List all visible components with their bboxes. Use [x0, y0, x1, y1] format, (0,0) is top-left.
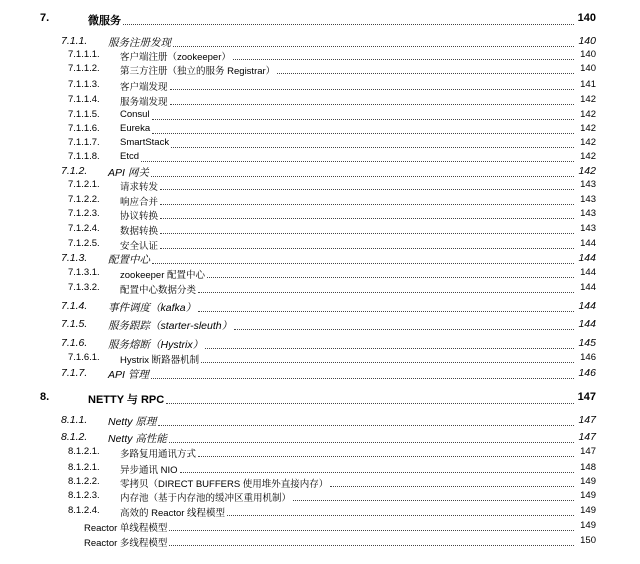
toc-entry-number: 8.1.1. — [61, 414, 88, 426]
toc-entry-number: 7. — [40, 12, 50, 24]
toc-page-number: 140 — [577, 12, 596, 24]
toc-entry-title: 多路复用通讯方式 — [120, 449, 197, 460]
toc-entry-title: 异步通讯 NIO — [120, 465, 178, 476]
toc-entry-title: 配置中心数据分类 — [120, 285, 197, 296]
toc-dot-leader — [198, 292, 574, 293]
toc-entry-number: 8.1.2.1. — [68, 462, 100, 473]
toc-entry[interactable] — [0, 446, 640, 458]
toc-page-number: 142 — [580, 151, 596, 162]
toc-entry-number: 7.1.1.8. — [68, 151, 100, 162]
toc-dot-leader — [160, 248, 574, 249]
toc-entry-number: 7.1.2.5. — [68, 238, 100, 249]
toc-page-number: 149 — [580, 476, 596, 487]
toc-entry-title: 协议转换 — [120, 211, 159, 222]
toc-entry-title: Netty 高性能 — [108, 433, 167, 445]
toc-entry-title: 安全认证 — [120, 241, 159, 252]
toc-entry-number: 7.1.1.6. — [68, 123, 100, 134]
toc-page-number: 143 — [580, 179, 596, 190]
toc-dot-leader — [169, 442, 574, 443]
toc-dot-leader — [170, 104, 574, 105]
toc-page-number: 149 — [580, 505, 596, 516]
toc-entry[interactable] — [0, 94, 640, 106]
toc-entry[interactable] — [0, 505, 640, 517]
toc-entry[interactable] — [0, 414, 640, 427]
toc-entry[interactable] — [0, 252, 640, 265]
toc-page-number: 145 — [578, 337, 596, 349]
toc-page-number: 147 — [577, 391, 596, 403]
toc-entry[interactable] — [0, 367, 640, 380]
toc-dot-leader — [123, 24, 574, 25]
toc-entry-number: 7.1.1.2. — [68, 63, 100, 74]
toc-entry-title: 数据转换 — [120, 226, 159, 237]
toc-dot-leader — [169, 530, 574, 531]
toc-page-number: 143 — [580, 194, 596, 205]
toc-entry-number: 7.1.7. — [61, 367, 88, 379]
toc-entry-title: zookeeper 配置中心 — [120, 270, 206, 281]
toc-dot-leader — [152, 119, 574, 120]
toc-entry-number: 7.1.3. — [61, 252, 88, 264]
toc-dot-leader — [173, 46, 574, 47]
toc-dot-leader — [198, 311, 574, 312]
toc-page-number: 147 — [578, 414, 596, 426]
toc-entry[interactable] — [0, 267, 640, 279]
toc-entry-title: Netty 原理 — [108, 416, 157, 428]
toc-entry[interactable] — [0, 63, 640, 75]
toc-entry-number: 8.1.2.3. — [68, 490, 100, 501]
toc-dot-leader — [171, 147, 574, 148]
toc-entry-title: 客户端注册（zookeeper） — [120, 52, 231, 63]
toc-page-number: 140 — [580, 49, 596, 60]
toc-dot-leader — [180, 472, 574, 473]
toc-entry-number: 7.1.1.3. — [68, 79, 100, 90]
toc-entry-title: 事件调度（kafka） — [108, 302, 197, 314]
toc-entry-title: Etcd — [120, 151, 140, 162]
toc-entry-title: 微服务 — [88, 15, 121, 27]
toc-page-number: 149 — [580, 520, 596, 531]
toc-page-number: 144 — [580, 282, 596, 293]
toc-dot-leader — [160, 204, 574, 205]
toc-page-number: 142 — [580, 94, 596, 105]
toc-entry[interactable] — [0, 194, 640, 206]
toc-entry[interactable] — [0, 12, 640, 26]
toc-entry[interactable] — [0, 300, 640, 313]
toc-page-number: 147 — [578, 431, 596, 443]
toc-entry-number: 8.1.2.2. — [68, 476, 100, 487]
toc-entry-title: 高效的 Reactor 线程模型 — [120, 508, 226, 519]
toc-page-number: 143 — [580, 223, 596, 234]
toc-dot-leader — [201, 362, 574, 363]
toc-entry-title: 第三方注册（独立的服务 Registrar） — [120, 66, 276, 77]
toc-entry[interactable] — [0, 238, 640, 250]
toc-entry[interactable] — [0, 318, 640, 331]
toc-entry-title: Reactor 单线程模型 — [84, 523, 168, 534]
toc-entry-number: 7.1.2.4. — [68, 223, 100, 234]
toc-dot-leader — [277, 73, 574, 74]
toc-entry-title: Consul — [120, 109, 150, 120]
toc-entry-number: 7.1.2. — [61, 165, 88, 177]
toc-dot-leader — [141, 161, 574, 162]
toc-entry-number: 8.1.2.4. — [68, 505, 100, 516]
toc-dot-leader — [166, 403, 574, 404]
toc-entry[interactable] — [0, 282, 640, 294]
toc-entry-number: 7.1.6. — [61, 337, 88, 349]
toc-entry-number: 8. — [40, 391, 50, 403]
toc-entry-number: 7.1.1. — [61, 35, 88, 47]
toc-dot-leader — [152, 133, 574, 134]
toc-page-number: 140 — [580, 63, 596, 74]
toc-entry[interactable] — [0, 462, 640, 474]
toc-page-number: 143 — [580, 208, 596, 219]
toc-entry[interactable] — [0, 431, 640, 444]
toc-entry[interactable] — [0, 49, 640, 61]
toc-entry[interactable] — [0, 179, 640, 191]
toc-entry[interactable] — [0, 337, 640, 350]
toc-dot-leader — [170, 89, 574, 90]
toc-dot-leader — [233, 59, 574, 60]
toc-entry-number: 7.1.6.1. — [68, 352, 100, 363]
toc-dot-leader — [152, 263, 574, 264]
toc-page-number: 141 — [580, 79, 596, 90]
toc-entry-number: 7.1.3.1. — [68, 267, 100, 278]
toc-entry[interactable] — [0, 109, 640, 121]
toc-entry-number: 7.1.5. — [61, 318, 88, 330]
toc-entry[interactable] — [0, 123, 640, 135]
toc-dot-leader — [207, 277, 574, 278]
toc-entry-title: API 管理 — [108, 369, 149, 381]
toc-entry[interactable] — [0, 79, 640, 91]
toc-entry[interactable] — [0, 352, 640, 364]
toc-page-number: 148 — [580, 462, 596, 473]
toc-entry[interactable] — [0, 223, 640, 235]
toc-dot-leader — [151, 378, 574, 379]
toc-entry-number: 7.1.2.1. — [68, 179, 100, 190]
toc-entry[interactable] — [0, 35, 640, 48]
toc-entry[interactable] — [0, 137, 640, 149]
toc-entry-title: 零拷贝（DIRECT BUFFERS 使用堆外直接内存） — [120, 479, 329, 490]
toc-dot-leader — [151, 176, 574, 177]
toc-page-number: 142 — [580, 109, 596, 120]
toc-entry-number: 7.1.2.2. — [68, 194, 100, 205]
toc-entry-number: 8.1.2. — [61, 431, 88, 443]
toc-entry-number: 7.1.3.2. — [68, 282, 100, 293]
toc-entry-number: 7.1.1.1. — [68, 49, 100, 60]
toc-page-number: 150 — [580, 535, 596, 546]
toc-entry[interactable] — [0, 520, 640, 532]
toc-page-number: 146 — [580, 352, 596, 363]
toc-dot-leader — [198, 456, 574, 457]
toc-dot-leader — [234, 329, 574, 330]
toc-entry-title: 客户端发现 — [120, 82, 168, 93]
toc-entry-number: 7.1.1.4. — [68, 94, 100, 105]
toc-entry[interactable] — [0, 151, 640, 163]
toc-page-number: 144 — [578, 300, 596, 312]
toc-entry-title: 服务熔断（Hystrix） — [108, 339, 204, 351]
toc-entry-title: NETTY 与 RPC — [88, 394, 165, 406]
toc-entry-title: 服务端发现 — [120, 97, 168, 108]
toc-page-number: 149 — [580, 490, 596, 501]
toc-page-number: 142 — [578, 165, 596, 177]
toc-entry-number: 7.1.1.7. — [68, 137, 100, 148]
toc-dot-leader — [160, 218, 574, 219]
toc-page-number: 144 — [580, 238, 596, 249]
toc-entry-title: SmartStack — [120, 137, 170, 148]
toc-entry-number: 7.1.2.3. — [68, 208, 100, 219]
toc-entry-title: 配置中心 — [108, 254, 150, 266]
toc-dot-leader — [293, 500, 574, 501]
toc-entry[interactable] — [0, 490, 640, 502]
toc-entry-number: 7.1.4. — [61, 300, 88, 312]
toc-page-number: 140 — [578, 35, 596, 47]
toc-entry-title: 请求转发 — [120, 182, 159, 193]
toc-dot-leader — [158, 425, 574, 426]
toc-entry-title: Eureka — [120, 123, 151, 134]
toc-entry[interactable] — [0, 476, 640, 488]
toc-page-number: 144 — [580, 267, 596, 278]
toc-entry-number: 7.1.1.5. — [68, 109, 100, 120]
toc-page-number: 142 — [580, 137, 596, 148]
toc-entry[interactable] — [0, 535, 640, 547]
toc-page-number: 146 — [578, 367, 596, 379]
toc-entry-title: Reactor 多线程模型 — [84, 538, 168, 549]
toc-entry[interactable] — [0, 165, 640, 178]
toc-dot-leader — [205, 348, 574, 349]
toc-entry-number: 8.1.2.1. — [68, 446, 100, 457]
toc-page-number: 144 — [578, 318, 596, 330]
toc-page-number: 144 — [578, 252, 596, 264]
toc-entry-title: API 网关 — [108, 167, 149, 179]
toc-dot-leader — [160, 189, 574, 190]
toc-entry[interactable] — [0, 391, 640, 405]
toc-dot-leader — [227, 515, 574, 516]
toc-entry[interactable] — [0, 208, 640, 220]
toc-entry-title: 服务跟踪（starter-sleuth） — [108, 320, 233, 332]
toc-entry-title: 内存池（基于内存池的缓冲区重用机制） — [120, 493, 292, 504]
toc-entry-title: Hystrix 断路器机制 — [120, 355, 200, 366]
toc-page-number: 142 — [580, 123, 596, 134]
toc-dot-leader — [169, 545, 574, 546]
toc-dot-leader — [330, 486, 574, 487]
toc-page-number: 147 — [580, 446, 596, 457]
toc-dot-leader — [160, 233, 574, 234]
toc-entry-title: 服务注册发现 — [108, 37, 171, 49]
toc-entry-title: 响应合并 — [120, 197, 159, 208]
